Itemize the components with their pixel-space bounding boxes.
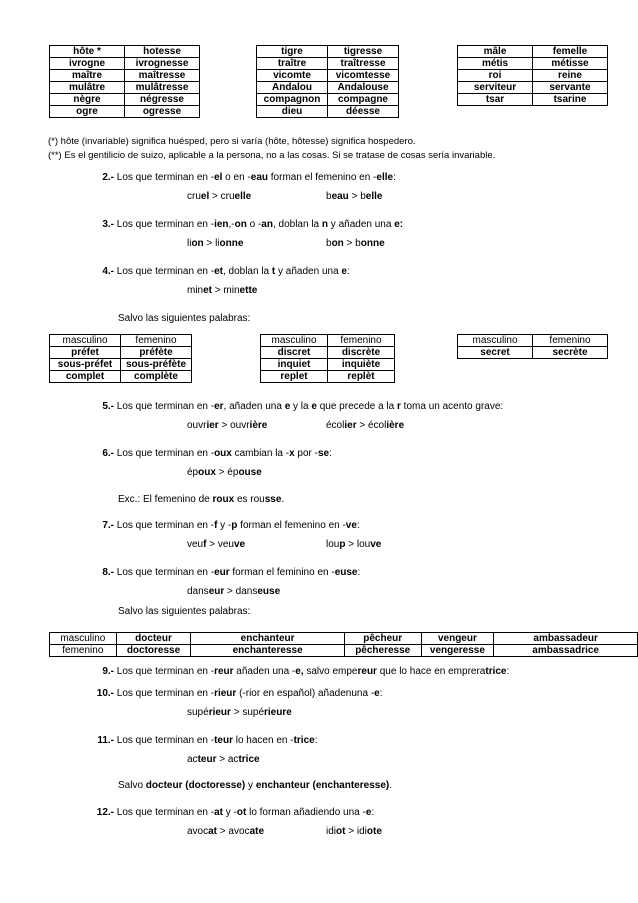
table-cell: tsar	[458, 94, 533, 106]
table-header-row	[261, 335, 395, 347]
table-irregular-2	[256, 45, 399, 118]
table-et-exceptions-3	[457, 334, 608, 359]
table-cell: hôte *	[50, 46, 125, 58]
table-row	[257, 82, 399, 94]
table-row	[257, 58, 399, 70]
table-cell: hotesse	[125, 46, 200, 58]
table-cell: vicomtesse	[328, 70, 399, 82]
table-cell: tigresse	[328, 46, 399, 58]
table-cell: maître	[50, 70, 125, 82]
table-cell: sous-préfet	[50, 359, 121, 371]
table-cell: reine	[533, 70, 608, 82]
table-cell: discrète	[328, 347, 395, 359]
table-cell: négresse	[125, 94, 200, 106]
table-cell: préfet	[50, 347, 121, 359]
table-cell: replet	[261, 371, 328, 383]
rule-11-exceptions: Salvo docteur (doctoresse) y enchanteur (enchanteresse).	[118, 780, 392, 791]
table-row	[50, 645, 638, 657]
table-cell: serviteur	[458, 82, 533, 94]
table-eur-exceptions	[49, 632, 638, 657]
table-cell: masculino	[50, 633, 117, 645]
rule-12-example-1: avocat > avocate	[187, 826, 265, 837]
table-cell: ivrognesse	[125, 58, 200, 70]
rule-12: 12.- Los que terminan en -at y -ot lo forman añadiendo una -e:	[96, 807, 375, 818]
rule-6-exception: Exc.: El femenino de roux es rousse.	[118, 494, 285, 505]
table-cell: discret	[261, 347, 328, 359]
rule-10: 10.- Los que terminan en -rieur (-rior en español) añadenuna -e:	[96, 688, 383, 699]
rule-6: 6.- Los que terminan en -oux cambian la -x por -se:	[102, 448, 332, 459]
table-row	[50, 58, 200, 70]
table-row	[50, 70, 200, 82]
table-cell: traître	[257, 58, 328, 70]
table-cell: traîtresse	[328, 58, 399, 70]
table-cell: replèt	[328, 371, 395, 383]
table-cell: femenino	[50, 645, 117, 657]
rule-8: 8.- Los que terminan en -eur forman el feminino en -euse:	[102, 567, 361, 578]
table-row	[50, 347, 192, 359]
table-row	[458, 94, 608, 106]
table-cell: enchanteur	[191, 633, 345, 645]
table-cell: ivrogne	[50, 58, 125, 70]
rule-12-example-2: idiot > idiote	[326, 826, 382, 837]
table-cell: secrète	[533, 347, 608, 359]
table-cell: mulâtresse	[125, 82, 200, 94]
rule-9: 9.- Los que terminan en -reur añaden una -e, salvo empereur que lo hace en empreratrice:	[102, 666, 510, 677]
rule-8-exceptions-label: Salvo las siguientes palabras:	[118, 606, 251, 617]
rule-3-example-2: bon > bonne	[326, 238, 385, 249]
table-cell: pêcheresse	[344, 645, 421, 657]
table-cell: déesse	[328, 106, 399, 118]
rule-3-example-1: lion > lionne	[187, 238, 244, 249]
table-cell: secret	[458, 347, 533, 359]
table-cell: roi	[458, 70, 533, 82]
table-cell: sous-préfète	[121, 359, 192, 371]
rule-2-example-2: beau > belle	[326, 191, 383, 202]
table-row	[458, 70, 608, 82]
table-header-row	[50, 335, 192, 347]
table-cell: complet	[50, 371, 121, 383]
table-row	[50, 359, 192, 371]
table-et-exceptions-1	[49, 334, 192, 383]
rule-4-exceptions-label: Salvo las siguientes palabras:	[118, 313, 251, 324]
footnote-1: (*) hôte (invariable) significa huésped, pero si varía (hôte, hôtesse) significa hospedero.	[48, 136, 416, 147]
table-et-exceptions-2	[260, 334, 395, 383]
table-cell: compagnon	[257, 94, 328, 106]
table-header-cell: femenino	[121, 335, 192, 347]
table-cell: pêcheur	[344, 633, 421, 645]
table-cell: inquiète	[328, 359, 395, 371]
rule-7-example-1: veuf > veuve	[187, 539, 246, 550]
table-cell: tigre	[257, 46, 328, 58]
table-cell: tsarine	[533, 94, 608, 106]
table-cell: docteur	[116, 633, 191, 645]
rule-2-example-1: cruel > cruelle	[187, 191, 252, 202]
rule-5: 5.- Los que terminan en -er, añaden una e y la e que precede a la r toma un acento grave:	[102, 401, 504, 412]
table-row	[261, 347, 395, 359]
table-cell: ambassadrice	[494, 645, 638, 657]
table-cell: ogresse	[125, 106, 200, 118]
table-row	[261, 371, 395, 383]
table-row	[261, 359, 395, 371]
table-cell: nègre	[50, 94, 125, 106]
table-irregular-3	[457, 45, 608, 106]
table-cell: dieu	[257, 106, 328, 118]
table-cell: métisse	[533, 58, 608, 70]
table-cell: vengeresse	[421, 645, 494, 657]
table-cell: vicomte	[257, 70, 328, 82]
table-cell: mulâtre	[50, 82, 125, 94]
rule-4: 4.- Los que terminan en -et, doblan la t y añaden una e:	[102, 266, 350, 277]
rule-2: 2.- Los que terminan en -el o en -eau forman el femenino en -elle:	[102, 172, 396, 183]
rule-5-example-1: ouvrier > ouvrière	[187, 420, 268, 431]
table-cell: compagne	[328, 94, 399, 106]
table-cell: enchanteresse	[191, 645, 345, 657]
table-row	[458, 46, 608, 58]
table-header-cell: femenino	[533, 335, 608, 347]
rule-5-example-2: écolier > écolière	[326, 420, 405, 431]
table-cell: mâle	[458, 46, 533, 58]
table-cell: doctoresse	[116, 645, 191, 657]
table-row	[257, 106, 399, 118]
table-row	[50, 106, 200, 118]
table-row	[50, 94, 200, 106]
table-row	[50, 82, 200, 94]
table-row	[257, 94, 399, 106]
rule-3: 3.- Los que terminan en -ien,-on o -an, doblan la n y añaden una e:	[102, 219, 404, 230]
rule-11: 11.- Los que terminan en -teur lo hacen en -trice:	[97, 735, 318, 746]
table-row	[458, 347, 608, 359]
table-row	[50, 633, 638, 645]
table-cell: servante	[533, 82, 608, 94]
table-row	[50, 46, 200, 58]
table-cell: Andalouse	[328, 82, 399, 94]
table-row	[458, 82, 608, 94]
table-cell: ambassadeur	[494, 633, 638, 645]
table-row	[50, 371, 192, 383]
table-cell: femelle	[533, 46, 608, 58]
table-header-cell: masculino	[261, 335, 328, 347]
rule-6-example-1: époux > épouse	[187, 467, 262, 478]
table-cell: préfète	[121, 347, 192, 359]
table-cell: complète	[121, 371, 192, 383]
rule-8-example-1: danseur > danseuse	[187, 586, 281, 597]
table-cell: inquiet	[261, 359, 328, 371]
table-header-row	[458, 335, 608, 347]
footnote-2: (**) Es el gentilicio de suizo, aplicable a la persona, no a las cosas. Si se tratase de cosas sería invariable.	[48, 150, 496, 161]
table-cell: Andalou	[257, 82, 328, 94]
table-row	[257, 70, 399, 82]
table-row	[257, 46, 399, 58]
rule-10-example-1: supérieur > supérieure	[187, 707, 292, 718]
table-cell: ogre	[50, 106, 125, 118]
rule-7: 7.- Los que terminan en -f y -p forman el femenino en -ve:	[102, 520, 360, 531]
table-cell: métis	[458, 58, 533, 70]
table-row	[458, 58, 608, 70]
rule-7-example-2: loup > louve	[326, 539, 382, 550]
table-header-cell: femenino	[328, 335, 395, 347]
table-irregular-1	[49, 45, 200, 118]
table-header-cell: masculino	[50, 335, 121, 347]
rule-4-example-1: minet > minette	[187, 285, 258, 296]
table-cell: maîtresse	[125, 70, 200, 82]
rule-11-example-1: acteur > actrice	[187, 754, 260, 765]
table-header-cell: masculino	[458, 335, 533, 347]
table-cell: vengeur	[421, 633, 494, 645]
